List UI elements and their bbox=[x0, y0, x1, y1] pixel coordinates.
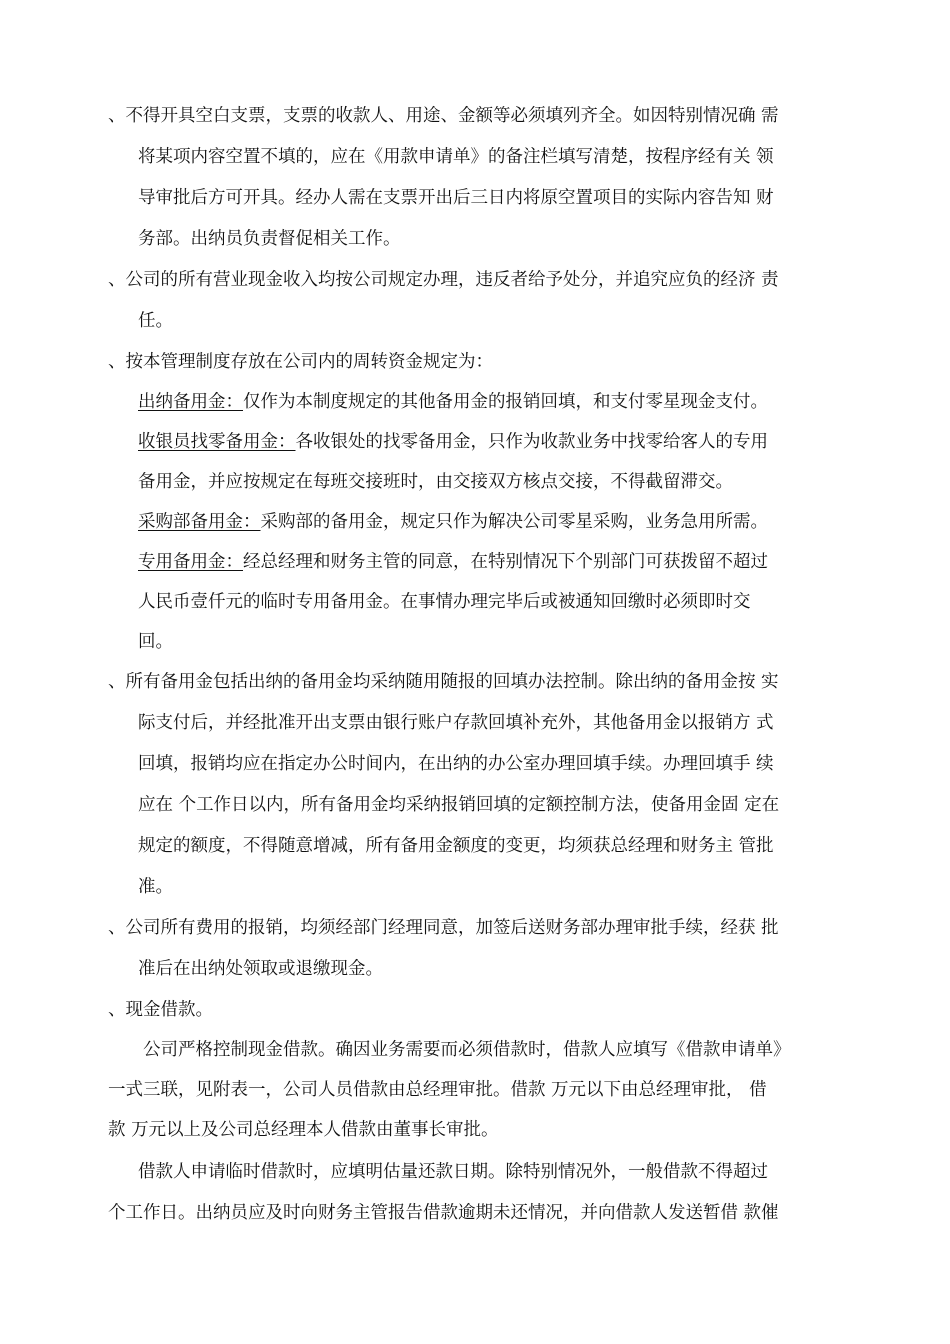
text-line bbox=[138, 227, 401, 251]
line-text: 款 万元以上及公司总经理本人借款由董事长审批。 bbox=[108, 1120, 499, 1140]
line-text: 人民币壹仟元的临时专用备用金。在事情办理完毕后或被通知回缴时必须即时交 bbox=[138, 592, 751, 612]
text-line bbox=[138, 550, 768, 574]
line-text: 仅作为本制度规定的其他备用金的报销回填，和支付零星现金支付。 bbox=[243, 392, 768, 412]
text-line bbox=[138, 510, 768, 534]
text-line bbox=[138, 590, 751, 614]
line-text: 经总经理和财务主管的同意，在特别情况下个别部门可获拨留不超过 bbox=[243, 552, 768, 572]
line-text: 、现金借款。 bbox=[108, 1000, 213, 1020]
line-text: 、公司所有费用的报销，均须经部门经理同意，加签后送财务部办理审批手续，经获 批 bbox=[108, 918, 779, 938]
text-line bbox=[138, 470, 733, 494]
line-text: 将某项内容空置不填的，应在《用款申请单》的备注栏填写清楚，按程序经有关 领 bbox=[138, 147, 774, 167]
text-line bbox=[143, 1038, 791, 1062]
line-text: 导审批后方可开具。经办人需在支票开出后三日内将原空置项目的实际内容告知 财 bbox=[138, 188, 774, 208]
line-text: 一式三联，见附表一，公司人员借款由总经理审批。借款 万元以下由总经理审批， 借 bbox=[108, 1080, 767, 1100]
text-line bbox=[138, 630, 173, 654]
line-text: 务部。出纳员负责督促相关工作。 bbox=[138, 229, 401, 249]
text-line bbox=[108, 916, 779, 940]
line-text: 应在 个工作日以内，所有备用金均采纳报销回填的定额控制方法，使备用金固 定在 bbox=[138, 795, 780, 815]
text-line bbox=[108, 670, 779, 694]
text-line bbox=[108, 268, 779, 292]
underlined-term: 收银员找零备用金： bbox=[138, 432, 296, 452]
line-text: 任。 bbox=[138, 311, 173, 331]
line-text: 采购部的备用金，规定只作为解决公司零星采购，业务急用所需。 bbox=[260, 512, 768, 532]
text-line bbox=[138, 145, 774, 169]
line-text: 、公司的所有营业现金收入均按公司规定办理，违反者给予处分，并追究应负的经济 责 bbox=[108, 270, 779, 290]
text-line bbox=[138, 711, 774, 735]
line-text: 备用金，并应按规定在每班交接班时，由交接双方核点交接，不得截留滞交。 bbox=[138, 472, 733, 492]
text-line bbox=[138, 309, 173, 333]
text-line bbox=[138, 834, 774, 858]
line-text: 准后在出纳处领取或退缴现金。 bbox=[138, 959, 383, 979]
text-line bbox=[108, 350, 493, 374]
line-text: 回填，报销均应在指定办公时间内，在出纳的办公室办理回填手续。办理回填手 续 bbox=[138, 754, 774, 774]
line-text: 、不得开具空白支票，支票的收款人、用途、金额等必须填列齐全。如因特别情况确 需 bbox=[108, 106, 779, 126]
underlined-term: 出纳备用金： bbox=[138, 392, 243, 412]
line-text: 回。 bbox=[138, 632, 173, 652]
underlined-term: 专用备用金： bbox=[138, 552, 243, 572]
text-line bbox=[138, 186, 774, 210]
line-text: 际支付后，并经批准开出支票由银行账户存款回填补充外，其他备用金以报销方 式 bbox=[138, 713, 774, 733]
text-line bbox=[138, 793, 779, 817]
text-line bbox=[138, 390, 768, 414]
line-text: 规定的额度，不得随意增减，所有备用金额度的变更，均须获总经理和财务主 管批 bbox=[138, 836, 774, 856]
line-text: 各收银处的找零备用金，只作为收款业务中找零给客人的专用 bbox=[295, 432, 768, 452]
text-line bbox=[108, 1078, 767, 1102]
text-line bbox=[108, 998, 213, 1022]
text-line bbox=[108, 104, 779, 128]
line-text: 借款人申请临时借款时，应填明估量还款日期。除特别情况外，一般借款不得超过 bbox=[138, 1162, 768, 1182]
line-text: 公司严格控制现金借款。确因业务需要而必须借款时，借款人应填写《借款申请单》 bbox=[143, 1040, 791, 1060]
text-line bbox=[138, 875, 173, 899]
line-text: 准。 bbox=[138, 877, 173, 897]
line-text: 个工作日。出纳员应及时向财务主管报告借款逾期未还情况，并向借款人发送暂借 款催 bbox=[108, 1203, 779, 1223]
text-line bbox=[138, 1160, 768, 1184]
text-line bbox=[138, 957, 383, 981]
underlined-term: 采购部备用金： bbox=[138, 512, 261, 532]
line-text: 、按本管理制度存放在公司内的周转资金规定为： bbox=[108, 352, 493, 372]
text-line bbox=[138, 430, 768, 454]
line-text: 、所有备用金包括出纳的备用金均采纳随用随报的回填办法控制。除出纳的备用金按 实 bbox=[108, 672, 779, 692]
text-line bbox=[108, 1201, 779, 1225]
text-line bbox=[138, 752, 774, 776]
text-line bbox=[108, 1118, 499, 1142]
